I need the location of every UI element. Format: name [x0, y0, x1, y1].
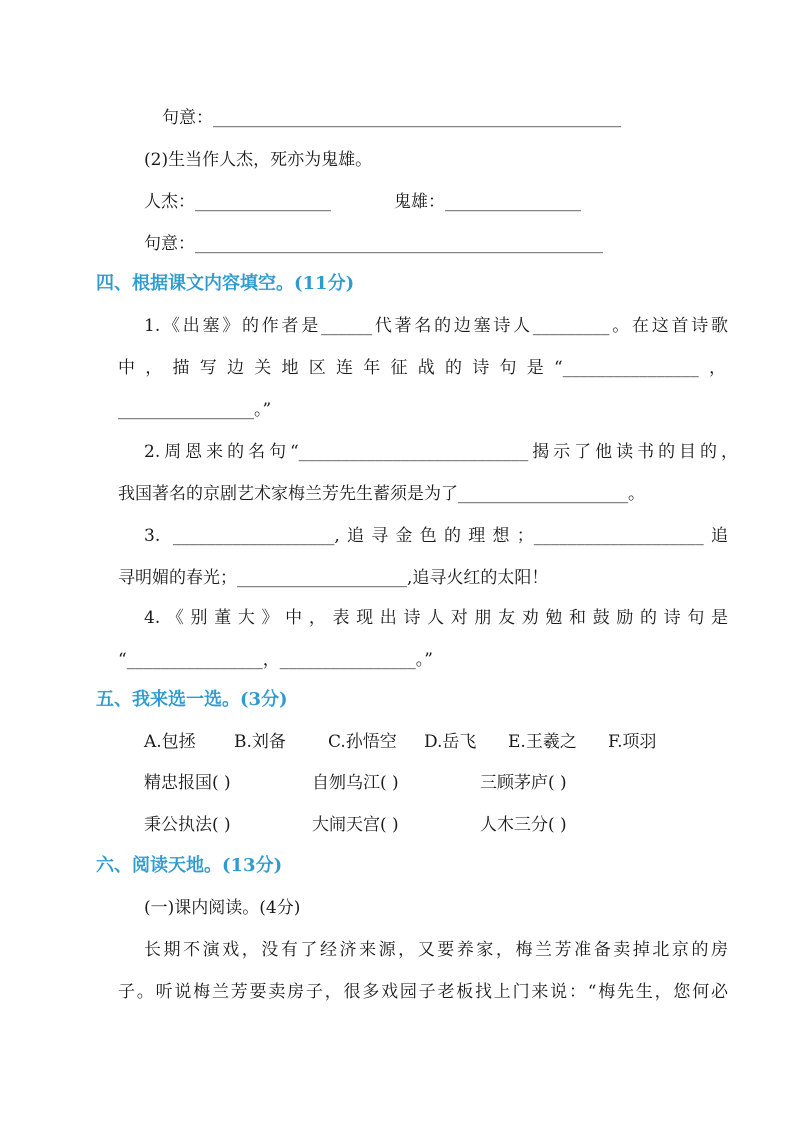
reading-paragraph-line-1: 长期不演戏，没有了经济来源，又要养家，梅兰芳准备卖掉北京的房 — [144, 940, 728, 960]
choice-options — [0, 730, 794, 754]
guixiong-blank: 鬼雄：________________ — [394, 192, 581, 212]
match-danaotiangong: 大闹天宫( ) — [312, 815, 399, 835]
choice-e: E.王羲之 — [508, 732, 577, 752]
section-4-heading: 四、根据课文内容填空。(11分) — [96, 273, 355, 294]
q1-line-3: ________________。” — [118, 400, 272, 420]
match-ziwenwujiang: 自刎乌江( ) — [312, 773, 399, 793]
sentence-meaning-line-1: 句意：________________________________________________ — [162, 108, 621, 128]
reading-subheading: (一)课内阅读。(4分) — [144, 898, 301, 918]
sentence-meaning-line-2: 句意：________________________________________________ — [144, 234, 603, 254]
match-jingzhongbaoguo: 精忠报国( ) — [144, 773, 231, 793]
q1-line-1: 1.《出塞》的作者是______代著名的边塞诗人_________。在这首诗歌 — [144, 316, 728, 336]
choice-d: D.岳飞 — [424, 732, 477, 752]
match-sangumaolu: 三顾茅庐( ) — [480, 773, 567, 793]
q4-line-2: “________________，________________。” — [118, 650, 433, 670]
choice-f: F.项羽 — [608, 732, 657, 752]
match-row-1 — [0, 771, 794, 795]
section-5-heading: 五、我来选一选。(3分) — [96, 689, 288, 710]
q1-line-2: 中，描写边关地区连年征战的诗句是“________________， — [118, 358, 726, 378]
renjie-blank: 人杰：________________ — [144, 192, 331, 212]
q4-line-1: 4.《别董大》中，表现出诗人对朋友劝勉和鼓励的诗句是 — [144, 608, 728, 628]
q3-line-1: 3. ___________________,追寻金色的理想；____________________追 — [144, 526, 728, 546]
q2-line-1: 2.周恩来的名句“___________________________揭示了他读书的目的， — [144, 442, 738, 462]
match-row-2 — [0, 813, 794, 837]
match-renmusanfen: 人木三分( ) — [480, 815, 567, 835]
match-binggongzhifa: 秉公执法( ) — [144, 815, 231, 835]
question-2-sentence: (2)生当作人杰，死亦为鬼雄。 — [144, 150, 373, 170]
choice-c: C.孙悟空 — [328, 732, 397, 752]
choice-b: B.刘备 — [234, 732, 286, 752]
q3-line-2: 寻明媚的春光；____________________,追寻火红的太阳！ — [118, 568, 549, 588]
section-6-heading: 六、阅读天地。(13分) — [96, 855, 283, 876]
choice-a: A.包拯 — [144, 732, 196, 752]
reading-paragraph-line-2: 子。听说梅兰芳要卖房子，很多戏园子老板找上门来说：“梅先生，您何必 — [118, 982, 728, 1002]
q2-line-2: 我国著名的京剧艺术家梅兰芳先生蓄须是为了____________________。 — [118, 484, 645, 504]
